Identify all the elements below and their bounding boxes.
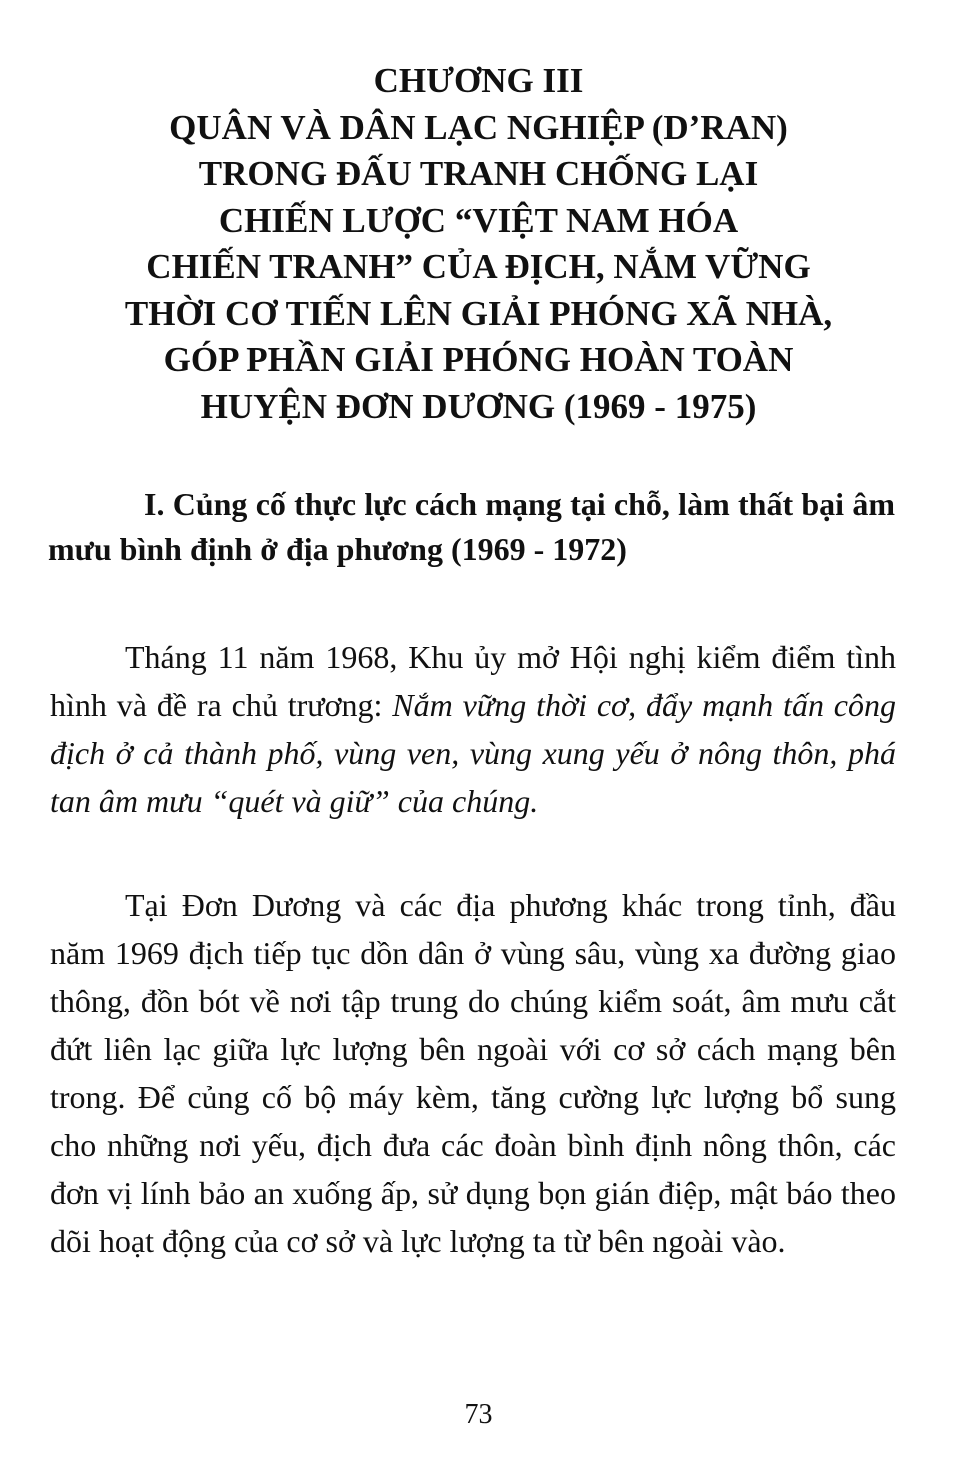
paragraph-1-intro: Tháng 11 năm 1968, Khu ủy mở Hội nghị kiểm điểm tình hình và đề ra chủ trương: bbox=[50, 639, 896, 723]
chapter-title bbox=[40, 58, 917, 430]
chapter-title-line: CHIẾN LƯỢC “VIỆT NAM HÓA bbox=[218, 200, 739, 240]
paragraph-1-quote: Nắm vững thời cơ, đẩy mạnh tấn công địch ở cả thành phố, vùng ven, vùng xung yếu ở nông thôn, phá tan âm mưu “quét và giữ” của chúng. bbox=[50, 687, 897, 819]
page-number: 73 bbox=[464, 1399, 493, 1430]
chapter-title-line: QUÂN VÀ DÂN LẠC NGHIỆP (D’RAN) bbox=[169, 107, 788, 147]
paragraph-2: Tại Đơn Dương và các địa phương khác trong tỉnh, đầu năm 1969 địch tiếp tục dồn dân ở vùng sâu, vùng xa đường giao thông, đồn bót về nơi tập trung do chúng kiểm soát, âm mưu cắt đứt liên lạc giữa lực lượng bên ngoài với cơ sở cách mạng bên trong. Để củng cố bộ máy kèm, tăng cường lực lượng bổ sung cho những nơi yếu, địch đưa các đoàn bình định nông thôn, các đơn vị lính bảo an xuống ấp, sử dụng bọn gián điệp, mật báo theo dõi hoạt động của cơ sở và lực lượng ta từ bên ngoài vào. bbox=[50, 887, 896, 1259]
chapter-title-line: THỜI CƠ TIẾN LÊN GIẢI PHÓNG XÃ NHÀ, bbox=[124, 293, 833, 333]
chapter-title-line: HUYỆN ĐƠN DƯƠNG (1969 - 1975) bbox=[200, 386, 757, 426]
paragraph-1 bbox=[50, 633, 896, 825]
chapter-title-line: CHƯƠNG III bbox=[373, 61, 584, 100]
chapter-title-line: CHIẾN TRANH” CỦA ĐỊCH, NẮM VỮNG bbox=[146, 247, 811, 286]
chapter-title-line: TRONG ĐẤU TRANH CHỐNG LẠI bbox=[198, 154, 759, 193]
chapter-title-line: GÓP PHẦN GIẢI PHÓNG HOÀN TOÀN bbox=[163, 340, 794, 379]
section-heading: I. Củng cố thực lực cách mạng tại chỗ, làm thất bại âm mưu bình định ở địa phương (1969 - 1972) bbox=[48, 486, 895, 567]
